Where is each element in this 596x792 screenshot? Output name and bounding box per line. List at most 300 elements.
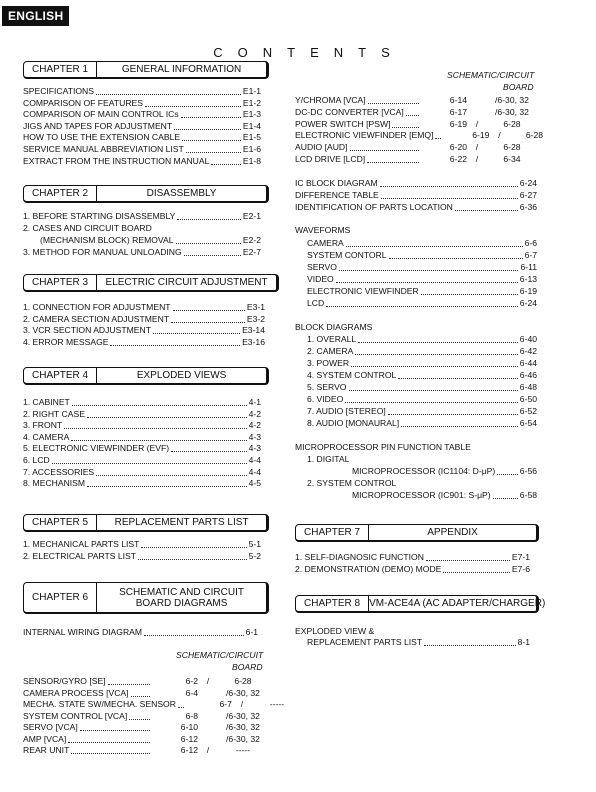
leader-dots: [443, 572, 509, 573]
entry-page: 4-5: [248, 478, 261, 489]
chapter-name: [97, 583, 266, 612]
toc-entry[interactable]: [23, 302, 265, 313]
entry-page: 6-48: [519, 382, 537, 392]
toc-entry[interactable]: [307, 286, 537, 297]
entry-page: E1-1: [242, 86, 261, 96]
entry-page: 4-3: [248, 443, 261, 454]
chapter-3-header: [23, 274, 279, 292]
entry-label: REPLACEMENT PARTS LIST: [307, 637, 423, 647]
entry-label: 2. CAMERA SECTION ADJUSTMENT: [23, 313, 170, 324]
toc-entry[interactable]: [23, 432, 261, 443]
toc-entry[interactable]: [23, 539, 261, 550]
entry-page: 6-27: [519, 189, 537, 200]
leader-dots: [64, 428, 246, 429]
toc-entry[interactable]: [23, 314, 265, 325]
entry-label: LCD DRIVE [LCD]: [295, 154, 366, 164]
chapter-7-header: [295, 524, 539, 542]
leader-dots: [145, 106, 241, 107]
entry-page: E2-2: [242, 235, 261, 245]
toc-entry[interactable]: [307, 274, 537, 285]
entry-label: 1. SELF-DIAGNOSIC FUNCTION: [295, 552, 424, 562]
toc-entry[interactable]: [307, 298, 537, 309]
entry-label: LCD: [307, 298, 325, 308]
entry-label: CAMERA: [307, 238, 344, 248]
entry-label: Y/CHROMA [VCA]: [295, 95, 366, 105]
chapter-4-header: [23, 367, 269, 385]
leader-dots: [388, 414, 518, 415]
schematic-page: 6-4: [185, 687, 198, 698]
schematic-entry[interactable]: [295, 95, 537, 106]
entry-page: 6-6: [524, 238, 537, 248]
leader-dots: [392, 127, 419, 128]
schematic-header-line-2: BOARD: [232, 662, 263, 672]
micro-digital: 1. DIGITAL: [307, 454, 350, 464]
block-diagrams-heading: BLOCK DIAGRAMS: [295, 322, 373, 332]
board-page: /6-30, 32: [495, 106, 529, 117]
entry-label: 4. CAMERA: [23, 431, 70, 442]
toc-entry[interactable]: [23, 121, 261, 132]
toc-entry[interactable]: [23, 409, 261, 420]
entry-label: ELECTRONIC VIEWFINDER: [307, 286, 419, 296]
leader-dots: [181, 117, 241, 118]
entry-label: SYSTEM CONTROL [VCA]: [23, 710, 128, 721]
entry-label: 1. CONNECTION FOR ADJUSTMENT: [23, 302, 171, 312]
toc-entry[interactable]: [23, 132, 261, 143]
schematic-page: 6-19: [449, 118, 467, 129]
entry-page: E7-1: [511, 552, 530, 562]
board-page: /6-30, 32: [226, 733, 260, 744]
entry-page: 4-2: [248, 420, 261, 431]
toc-entry[interactable]: [307, 394, 537, 405]
leader-dots: [336, 282, 518, 283]
toc-entry[interactable]: [352, 466, 537, 477]
entry-label: REAR UNIT: [23, 745, 70, 755]
board-page: /6-30, 32: [226, 722, 260, 732]
schematic-entry[interactable]: [295, 107, 537, 118]
board-page: 6-28: [234, 676, 252, 686]
entry-label: AUDIO [AUD]: [295, 142, 348, 153]
entry-label: 4. SYSTEM CONTROL: [307, 370, 397, 380]
entry-label: SYSTEM CONTORL: [307, 250, 387, 260]
toc-entry[interactable]: [23, 86, 261, 97]
chapter-number: CHAPTER 4: [24, 368, 97, 383]
schematic-page: 6-7: [219, 699, 232, 709]
page-separator: /: [206, 676, 210, 686]
toc-entry[interactable]: [352, 490, 537, 501]
leader-dots: [144, 635, 244, 636]
schematic-header-line-1: SCHEMATIC/CIRCUIT: [176, 650, 264, 660]
entry-page: 6-13: [519, 274, 537, 284]
chapter-name-line-2: BOARD DIAGRAMS: [135, 597, 228, 609]
leader-dots: [80, 730, 150, 731]
leader-dots: [68, 742, 150, 743]
chapter-name: VM-ACE4A (AC ADAPTER/CHARGER): [369, 598, 546, 609]
schematic-entry[interactable]: [23, 688, 268, 699]
board-page: -----: [235, 745, 251, 755]
chapter-name: GENERAL INFORMATION: [121, 64, 242, 75]
leader-dots: [493, 498, 518, 499]
leader-dots: [71, 440, 246, 441]
entry-label: 8. MECHANISM: [23, 478, 86, 489]
entry-page: 5-2: [248, 550, 261, 561]
leader-dots: [129, 719, 150, 720]
entry-label: DC-DC CONVERTER [VCA]: [295, 106, 404, 117]
schematic-page: 6-22: [449, 154, 467, 164]
entry-label: 5. ELECTRONIC VIEWFINDER (EVF): [23, 443, 170, 454]
entry-label: EXTRACT FROM THE INSTRUCTION MANUAL: [23, 155, 210, 166]
leader-dots: [401, 426, 518, 427]
leader-dots: [131, 696, 150, 697]
entry-page: 6-56: [519, 466, 537, 476]
page-title: CONTENTS: [213, 45, 405, 60]
schematic-entry[interactable]: [295, 130, 544, 141]
leader-dots: [389, 258, 523, 259]
entry-page: E1-3: [242, 109, 261, 120]
chapter-name: REPLACEMENT PARTS LIST: [114, 517, 249, 528]
page-separator: /: [475, 142, 479, 153]
leader-dots: [96, 475, 246, 476]
entry-label: 6. LCD: [23, 455, 50, 465]
waveforms-heading: WAVEFORMS: [295, 225, 351, 235]
leader-dots: [96, 94, 241, 95]
entry-label: 2. DEMONSTRATION (DEMO) MODE: [295, 564, 442, 574]
entry-label: POWER SWITCH [PSW]: [295, 118, 391, 129]
toc-entry[interactable]: [23, 211, 261, 222]
toc-entry[interactable]: [307, 346, 537, 357]
entry-label: COMPARISON OF FEATURES: [23, 97, 144, 108]
entry-page: 6-46: [519, 370, 537, 380]
toc-entry[interactable]: [23, 443, 261, 454]
leader-dots: [358, 342, 518, 343]
leader-dots: [174, 129, 241, 130]
toc-entry[interactable]: [295, 564, 530, 575]
leader-dots: [52, 463, 247, 464]
toc-entry[interactable]: [295, 202, 537, 213]
leader-dots: [177, 219, 241, 220]
language-tag: ENGLISH: [2, 6, 69, 26]
entry-label: 7. AUDIO [STEREO]: [307, 406, 386, 416]
schematic-entry[interactable]: [23, 676, 268, 687]
entry-page: E3-14: [242, 325, 265, 336]
entry-label: MECHA. STATE SW/MECHA. SENSOR: [23, 699, 176, 709]
toc-entry[interactable]: [307, 406, 537, 417]
toc-entry[interactable]: [307, 334, 537, 345]
entry-label: 5. SERVO: [307, 382, 347, 392]
toc-entry[interactable]: [23, 325, 265, 336]
leader-dots: [345, 402, 518, 403]
leader-dots: [421, 294, 518, 295]
entry-page: 6-52: [519, 406, 537, 416]
entry-page: 6-44: [519, 358, 537, 368]
entry-label: 2. RIGHT CASE: [23, 408, 85, 419]
entry-label: COMPARISON OF MAIN CONTROL ICs: [23, 109, 179, 120]
schematic-entry[interactable]: [295, 154, 537, 165]
leader-dots: [141, 547, 246, 548]
leader-dots: [110, 345, 240, 346]
leader-dots: [426, 560, 510, 561]
entry-page: 6-7: [524, 250, 537, 260]
board-page: /6-30, 32: [495, 95, 529, 105]
toc-entry[interactable]: [307, 250, 537, 261]
toc-entry[interactable]: [295, 190, 537, 201]
schematic-page: 6-12: [180, 733, 198, 744]
leader-dots: [178, 707, 184, 708]
toc-entry[interactable]: [23, 223, 261, 234]
schematic-entry[interactable]: [23, 699, 285, 710]
entry-page: E1-8: [242, 155, 261, 166]
entry-page: 6-58: [519, 490, 537, 500]
leader-dots: [176, 243, 241, 244]
entry-page: E3-1: [246, 302, 265, 312]
chapter-number: CHAPTER 8: [296, 596, 369, 611]
schematic-entry[interactable]: [23, 745, 268, 756]
leader-dots: [381, 198, 518, 199]
schematic-entry[interactable]: [23, 722, 268, 733]
entry-label: IC BLOCK DIAGRAM: [295, 178, 378, 188]
leader-dots: [72, 405, 247, 406]
leader-dots: [351, 366, 518, 367]
toc-entry[interactable]: [23, 551, 261, 562]
board-page: 6-28: [503, 118, 521, 129]
entry-label: 3. VCR SECTION ADJUSTMENT: [23, 325, 151, 336]
leader-dots: [173, 310, 245, 311]
entry-label: 7. ACCESSORIES: [23, 466, 95, 477]
entry-label: SERVICE MANUAL ABBREVIATION LIST: [23, 144, 184, 154]
entry-label: 2. CASES AND CIRCUIT BOARD: [23, 223, 152, 233]
toc-entry[interactable]: [23, 98, 261, 109]
entry-label: ELECTRONIC VIEWFINDER [EMQ]: [295, 130, 434, 141]
leader-dots: [211, 164, 240, 165]
leader-dots: [380, 186, 518, 187]
schematic-page: 6-19: [472, 130, 490, 141]
toc-entry[interactable]: [307, 418, 537, 429]
entry-page: 4-2: [248, 408, 261, 419]
entry-page: 6-40: [519, 334, 537, 344]
chapter-6-header: [23, 582, 269, 614]
leader-dots: [350, 150, 419, 151]
leader-dots: [326, 306, 518, 307]
toc-entry[interactable]: [295, 552, 530, 563]
leader-dots: [349, 390, 518, 391]
entry-label: IDENTIFICATION OF PARTS LOCATION: [295, 201, 453, 212]
entry-label: 3. FRONT: [23, 420, 63, 431]
toc-entry[interactable]: [23, 144, 261, 155]
chapter-number: CHAPTER 3: [24, 275, 97, 290]
leader-dots: [87, 486, 247, 487]
schematic-page: 6-10: [180, 722, 198, 732]
leader-dots: [398, 378, 518, 379]
toc-entry[interactable]: [23, 420, 261, 431]
chapter-name: DISASSEMBLY: [146, 188, 217, 199]
schematic-page: 6-12: [180, 745, 198, 755]
chapter-8-line-1: EXPLODED VIEW &: [295, 626, 375, 636]
leader-dots: [346, 246, 523, 247]
leader-dots: [355, 354, 517, 355]
leader-dots: [71, 753, 150, 754]
toc-entry[interactable]: [307, 637, 530, 648]
chapter-number: CHAPTER 6: [24, 583, 97, 612]
entry-label: VIDEO: [307, 274, 334, 284]
chapter-name-line-1: SCHEMATIC AND CIRCUIT: [119, 586, 244, 598]
entry-page: E2-1: [242, 211, 261, 221]
entry-label: 1. CABINET: [23, 397, 70, 407]
schematic-entry[interactable]: [23, 711, 268, 722]
entry-page: 6-11: [520, 262, 537, 272]
chapter-name: EXPLODED VIEWS: [136, 370, 227, 381]
entry-label: SPECIFICATIONS: [23, 86, 94, 96]
leader-dots: [455, 210, 518, 211]
leader-dots: [171, 322, 245, 323]
schematic-page: 6-2: [185, 676, 198, 686]
entry-label: (MECHANISM BLOCK) REMOVAL: [40, 235, 174, 245]
entry-page: E3-16: [242, 336, 265, 347]
chapter-number: CHAPTER 1: [24, 62, 97, 77]
leader-dots: [182, 140, 241, 141]
chapter-number: CHAPTER 2: [24, 186, 97, 201]
leader-dots: [368, 103, 419, 104]
entry-label: JIGS AND TAPES FOR ADJUSTMENT: [23, 120, 173, 131]
page-separator: /: [206, 745, 210, 755]
toc-entry[interactable]: [23, 109, 261, 120]
entry-label: 4. ERROR MESSAGE: [23, 336, 109, 347]
board-page: 6-34: [503, 154, 521, 164]
schematic-entry[interactable]: [295, 119, 537, 130]
toc-entry[interactable]: [295, 178, 537, 189]
toc-entry[interactable]: [23, 397, 261, 408]
chapter-5-header: [23, 514, 269, 532]
micro-heading: MICROPROCESSOR PIN FUNCTION TABLE: [295, 442, 471, 452]
entry-page: 5-1: [248, 539, 261, 549]
entry-page: 6-50: [519, 394, 537, 404]
entry-label: HOW TO USE THE EXTENSION CABLE: [23, 132, 181, 143]
entry-label: 2. ELECTRICAL PARTS LIST: [23, 550, 137, 561]
board-page: 6-28: [525, 130, 544, 141]
leader-dots: [367, 162, 419, 163]
entry-page: E2-7: [242, 247, 261, 257]
board-page: 6-28: [503, 142, 521, 153]
toc-entry[interactable]: [23, 247, 261, 258]
schematic-page: 6-17: [449, 106, 467, 117]
leader-dots: [138, 559, 247, 560]
entry-label: 1. MECHANICAL PARTS LIST: [23, 539, 140, 549]
schematic-page: 6-14: [449, 95, 467, 105]
entry-label: 3. POWER: [307, 358, 350, 368]
leader-dots: [184, 255, 241, 256]
entry-page: E3-2: [246, 313, 265, 324]
toc-entry[interactable]: [23, 467, 261, 478]
entry-page: E7-6: [511, 564, 530, 574]
toc-entry[interactable]: [23, 156, 261, 167]
entry-page: 8-1: [517, 637, 530, 647]
toc-entry[interactable]: [307, 382, 537, 393]
entry-label: SENSOR/GYRO [SE]: [23, 676, 106, 686]
schematic-page: 6-20: [449, 142, 467, 153]
entry-label: 2. CAMERA: [307, 346, 354, 356]
toc-entry[interactable]: [23, 455, 261, 466]
entry-page: 6-19: [519, 286, 537, 296]
entry-page: 4-1: [248, 397, 261, 407]
entry-label: 8. AUDIO [MONAURAL]: [307, 418, 400, 428]
toc-entry[interactable]: [307, 358, 537, 369]
page-separator: /: [498, 130, 501, 141]
toc-entry[interactable]: [40, 235, 261, 246]
entry-page: 6-1: [245, 627, 258, 637]
leader-dots: [406, 115, 419, 116]
schematic-entry[interactable]: [23, 734, 268, 745]
leader-dots: [424, 645, 515, 646]
toc-entry[interactable]: [23, 627, 258, 638]
leader-dots: [153, 333, 240, 334]
entry-page: 4-3: [248, 431, 261, 442]
entry-label: INTERNAL WIRING DIAGRAM: [23, 627, 143, 637]
entry-page: E1-4: [242, 120, 261, 131]
entry-label: 6. VIDEO: [307, 394, 344, 404]
entry-label: DIFFERENCE TABLE: [295, 189, 379, 200]
entry-page: E1-5: [242, 132, 261, 143]
toc-entry[interactable]: [307, 262, 537, 273]
entry-page: 4-4: [248, 455, 261, 465]
board-page: /6-30, 32: [226, 710, 260, 721]
entry-label: 1. BEFORE STARTING DISASSEMBLY: [23, 211, 176, 221]
entry-label: SERVO [VCA]: [23, 722, 78, 732]
entry-label: AMP [VCA]: [23, 733, 67, 744]
toc-entry[interactable]: [23, 478, 261, 489]
entry-label: 3. METHOD FOR MANUAL UNLOADING: [23, 247, 182, 257]
leader-dots: [108, 684, 150, 685]
schematic-header-right-line-1: SCHEMATIC/CIRCUIT: [447, 70, 535, 80]
micro-system-control: 2. SYSTEM CONTROL: [307, 478, 397, 488]
chapter-1-header: [23, 61, 269, 79]
chapter-8-header: [295, 595, 546, 613]
chapter-name: APPENDIX: [427, 527, 478, 538]
chapter-number: CHAPTER 7: [296, 525, 369, 540]
chapter-name: ELECTRIC CIRCUIT ADJUSTMENT: [105, 277, 268, 288]
entry-page: E1-2: [242, 97, 261, 108]
entry-page: 4-4: [248, 466, 261, 477]
entry-page: 6-24: [519, 298, 537, 308]
leader-dots: [87, 417, 247, 418]
entry-page: 6-36: [519, 201, 537, 212]
toc-entry[interactable]: [307, 238, 537, 249]
entry-page: 6-42: [519, 346, 537, 356]
leader-dots: [435, 138, 441, 139]
leader-dots: [186, 152, 241, 153]
schematic-page: 6-8: [185, 710, 198, 721]
toc-entry[interactable]: [307, 370, 537, 381]
chapter-number: CHAPTER 5: [24, 515, 97, 530]
page-separator: /: [475, 118, 479, 129]
board-page: -----: [269, 699, 285, 709]
entry-label: SERVO: [307, 262, 337, 272]
schematic-entry[interactable]: [295, 142, 537, 153]
entry-label: MICROPROCESSOR (IC1104: D-μP): [352, 466, 496, 476]
page-separator: /: [240, 699, 244, 709]
entry-page: 6-24: [519, 178, 537, 188]
entry-page: E1-6: [242, 144, 261, 154]
chapter-2-header: [23, 185, 269, 203]
entry-label: 1. OVERALL: [307, 334, 357, 344]
leader-dots: [339, 270, 519, 271]
page-separator: /: [475, 154, 479, 164]
schematic-header-right-line-2: BOARD: [503, 82, 534, 92]
entry-page: 6-54: [519, 418, 537, 428]
entry-label: MICROPROCESSOR (IC901: S-μP): [352, 490, 491, 500]
leader-dots: [171, 451, 246, 452]
board-page: /6-30, 32: [226, 687, 260, 698]
toc-entry[interactable]: [23, 337, 265, 348]
entry-label: CAMERA PROCESS [VCA]: [23, 687, 129, 698]
leader-dots: [497, 474, 518, 475]
